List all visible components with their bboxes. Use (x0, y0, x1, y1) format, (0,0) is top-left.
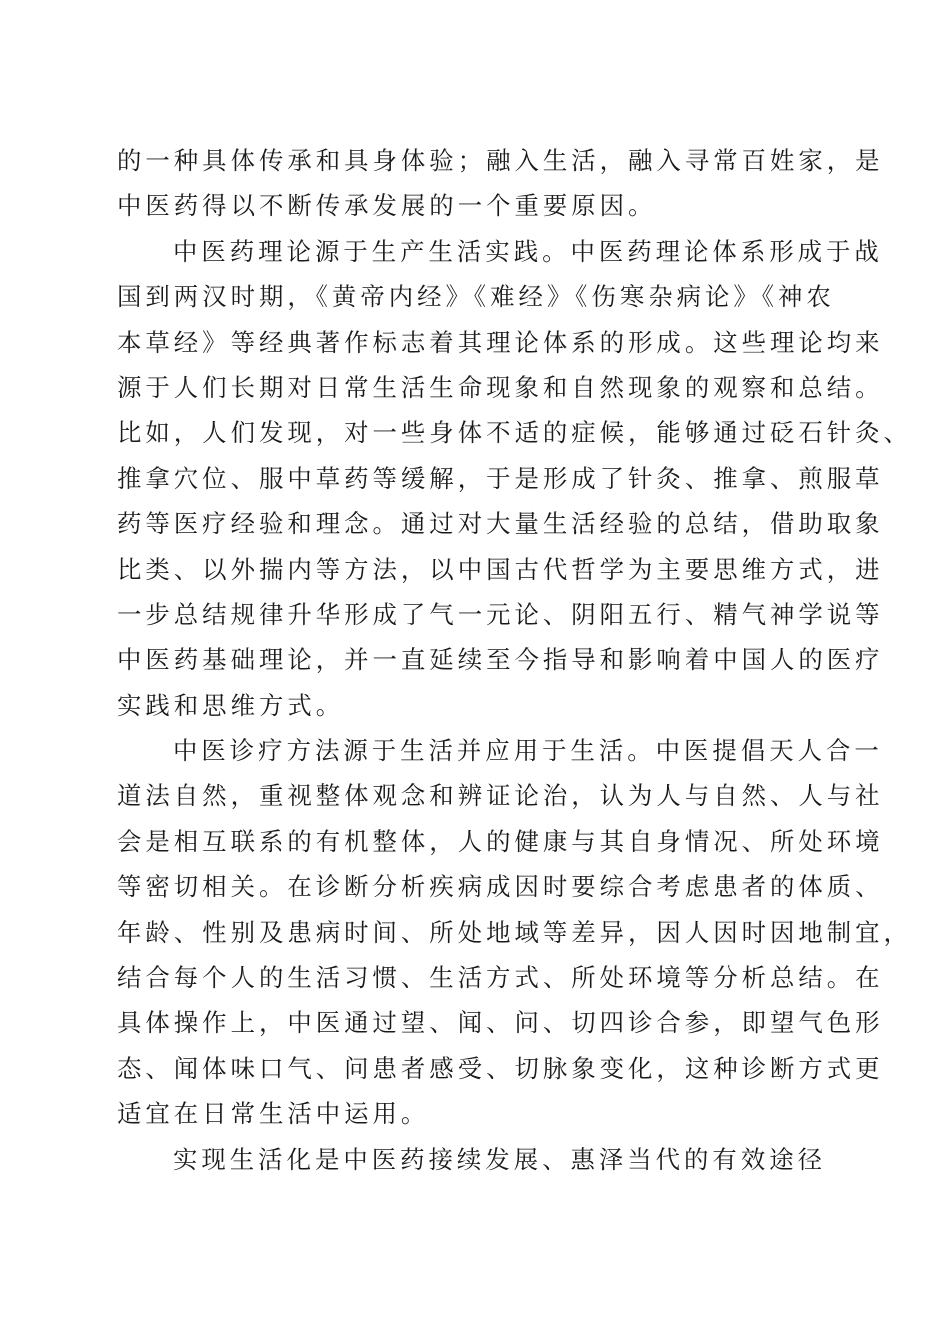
text-line: 实践和思维方式。 (117, 690, 345, 720)
text-line: 一步总结规律升华形成了气一元论、阴阳五行、精气神学说等 (117, 599, 884, 629)
text-line: 国到两汉时期，《黄帝内经》《难经》《伤寒杂病论》《神农 (117, 282, 835, 312)
body-text (117, 138, 912, 1182)
paragraph-start-line: 中医药理论源于生产生活实践。中医药理论体系形成于战 (173, 236, 883, 266)
text-line: 比类、以外揣内等方法，以中国古代哲学为主要思维方式，进 (117, 554, 884, 584)
text-line: 本草经》等经典著作标志着其理论体系的形成。这些理论均来 (117, 327, 884, 357)
text-line: 的一种具体传承和具身体验；融入生活，融入寻常百姓家，是 (117, 146, 884, 175)
text-line: 具体操作上，中医通过望、闻、问、切四诊合参，即望气色形 (117, 1008, 884, 1038)
text-line: 结合每个人的生活习惯、生活方式、所处环境等分析总结。在 (117, 963, 884, 993)
text-line: 推拿穴位、服中草药等缓解，于是形成了针灸、推拿、煎服草 (117, 463, 884, 493)
text-line: 年龄、性别及患病时间、所处地域等差异，因人因时因地制宜， (117, 917, 912, 947)
text-line: 道法自然，重视整体观念和辨证论治，认为人与自然、人与社 (117, 781, 884, 811)
section-heading-line: 实现生活化是中医药接续发展、惠泽当代的有效途径 (173, 1144, 826, 1174)
text-line: 态、闻体味口气、问患者感受、切脉象变化，这种诊断方式更 (117, 1053, 884, 1083)
text-line: 源于人们长期对日常生活生命现象和自然现象的观察和总结。 (117, 372, 884, 402)
text-line: 中医药得以不断传承发展的一个重要原因。 (117, 191, 657, 221)
text-line: 会是相互联系的有机整体，人的健康与其自身情况、所处环境 (117, 826, 884, 856)
text-line: 等密切相关。在诊断分析疾病成因时要综合考虑患者的体质、 (117, 872, 884, 902)
paragraph-start-line: 中医诊疗方法源于生活并应用于生活。中医提倡天人合一 (173, 736, 883, 766)
text-line: 中医药基础理论，并一直延续至今指导和影响着中国人的医疗 (117, 645, 884, 675)
text-line: 适宜在日常生活中运用。 (117, 1099, 430, 1129)
text-line: 比如，人们发现，对一些身体不适的症候，能够通过砭石针灸、 (117, 418, 912, 448)
text-line: 药等医疗经验和理念。通过对大量生活经验的总结，借助取象 (117, 509, 884, 539)
